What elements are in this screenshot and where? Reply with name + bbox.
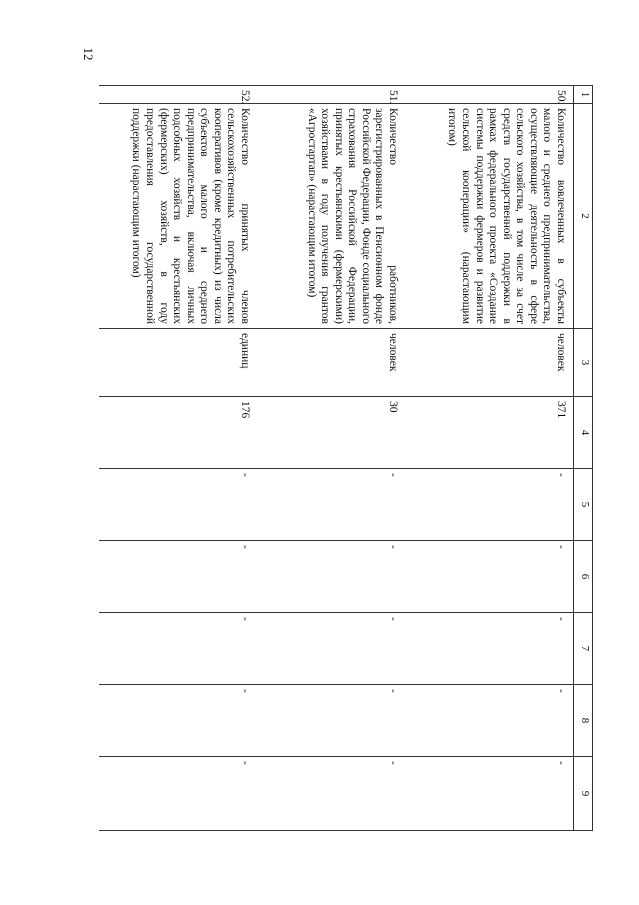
value-cell: -: [99, 613, 257, 685]
unit-cell: человек: [405, 329, 574, 397]
row-number: 51.: [257, 86, 405, 104]
header-cell: 3: [574, 329, 593, 397]
value-cell: -: [99, 757, 257, 831]
value-cell: -: [405, 541, 574, 613]
indicator-name: Количество работников, зарегистрированных в Пенсионном фонде Российской Федерации, Фонде социального страхования Российской Федерации, принятых крестьянскими (фермерскими) хозяйствами в году получения грантов «Агростартап» (нарастающим итогом): [257, 104, 405, 329]
header-cell: 7: [574, 613, 593, 685]
header-cell: 9: [574, 757, 593, 831]
header-cell: 2: [574, 104, 593, 329]
value-cell: -: [99, 469, 257, 541]
indicators-table: [99, 85, 593, 831]
value-cell: -: [405, 757, 574, 831]
value-cell: -: [405, 685, 574, 757]
value-cell: -: [99, 685, 257, 757]
unit-cell: единиц: [99, 329, 257, 397]
value-cell: -: [405, 469, 574, 541]
table-row: [99, 86, 257, 831]
value-cell: -: [257, 685, 405, 757]
indicator-name: Количество вовлеченных в субъекты малого и среднего предпринимательства, осуществляющие деятельность в сфере сельского хозяйства, в том числе за счет средств государственной поддержки в рамках федерального проекта «Создание системы поддержки фермеров и развитие сельской кооперации» (нарастающим итогом): [405, 104, 574, 329]
value-cell: 176: [99, 397, 257, 469]
value-cell: -: [257, 613, 405, 685]
value-cell: -: [257, 541, 405, 613]
unit-cell: человек: [257, 329, 405, 397]
indicator-name: Количество принятых членов сельскохозяйственных потребительских кооперативов (кроме кредитных) из числа субъектов малого и среднего предпринимательства, включая личных подсобных хозяйств и крестьянских (фермерских) хозяйств, в году предоставления государственной поддержки (нарастающим итогом): [99, 104, 257, 329]
header-cell: 5: [574, 469, 593, 541]
rotated-table-container: [112, 85, 593, 830]
value-cell: -: [99, 541, 257, 613]
value-cell: 371: [405, 397, 574, 469]
header-cell: 8: [574, 685, 593, 757]
table-row: [257, 86, 405, 831]
header-row: [574, 86, 593, 831]
row-number: 50.: [405, 86, 574, 104]
row-number: 52.: [99, 86, 257, 104]
header-cell: 1: [574, 86, 593, 104]
value-cell: 30: [257, 397, 405, 469]
page-number: 12: [81, 47, 96, 61]
value-cell: -: [257, 469, 405, 541]
table-row: [405, 86, 574, 831]
value-cell: -: [257, 757, 405, 831]
header-cell: 4: [574, 397, 593, 469]
value-cell: -: [405, 613, 574, 685]
header-cell: 6: [574, 541, 593, 613]
